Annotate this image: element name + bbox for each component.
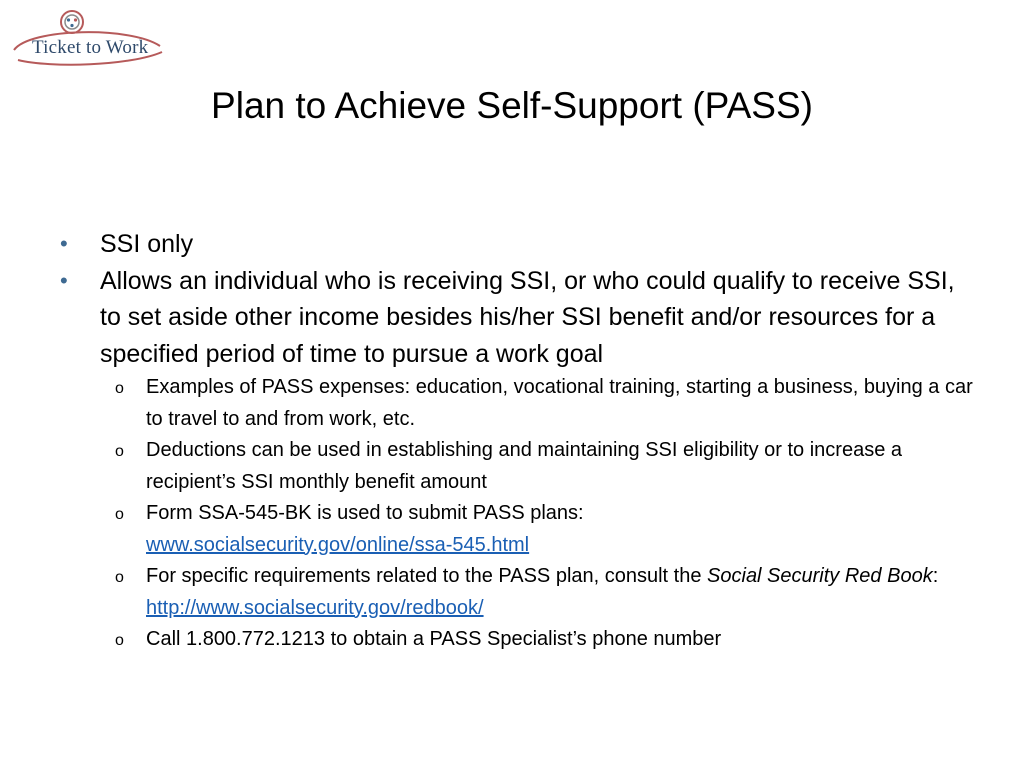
ticket-to-work-logo — [10, 8, 170, 70]
sub-bullet-icon: o — [115, 632, 124, 649]
sub-bullet-item — [58, 435, 978, 498]
bullet-icon: • — [60, 231, 68, 256]
sub-bullet-item — [58, 372, 978, 435]
red-book-title: Social Security Red Book — [707, 565, 933, 587]
bullet-icon: • — [60, 267, 68, 293]
bullet-item — [58, 263, 978, 373]
sub-bullet-text: Examples of PASS expenses: education, vocational training, starting a business, buying a car to travel to and from work, etc. — [146, 376, 973, 430]
bullet-text: Allows an individual who is receiving SSI, or who could qualify to receive SSI, to set aside other income besides his/her SSI benefit and/or resources for a specified period of time to pursue a work goal — [100, 266, 955, 368]
sub-bullet-icon: o — [115, 569, 124, 586]
sub-bullet-item — [58, 561, 978, 624]
ssa-545-link[interactable]: www.socialsecurity.gov/online/ssa-545.html — [146, 533, 530, 556]
sub-bullet-text: For specific requirements related to the PASS plan, consult the — [146, 565, 708, 587]
sub-bullet-icon: o — [115, 443, 124, 460]
slide-title: Plan to Achieve Self-Support (PASS) — [211, 85, 813, 126]
sub-bullet-item — [58, 498, 978, 561]
slide-body — [58, 226, 978, 656]
sub-bullet-text: Form SSA-545-BK is used to submit PASS plans: — [146, 502, 584, 524]
sub-bullet-text: Call 1.800.772.1213 to obtain a PASS Specialist’s phone number — [146, 628, 722, 650]
sub-bullet-icon: o — [115, 506, 124, 523]
bullet-text: SSI only — [100, 230, 194, 258]
sub-bullet-text: Deductions can be used in establishing and maintaining SSI eligibility or to increase a recipient’s SSI monthly benefit amount — [146, 439, 903, 493]
colon-text: : — [932, 565, 939, 587]
bullet-item — [58, 226, 978, 263]
logo-text: Ticket to Work — [32, 37, 149, 58]
sub-bullet-item — [58, 624, 978, 656]
sub-bullet-icon: o — [115, 380, 124, 397]
redbook-link[interactable]: http://www.socialsecurity.gov/redbook/ — [146, 596, 484, 619]
